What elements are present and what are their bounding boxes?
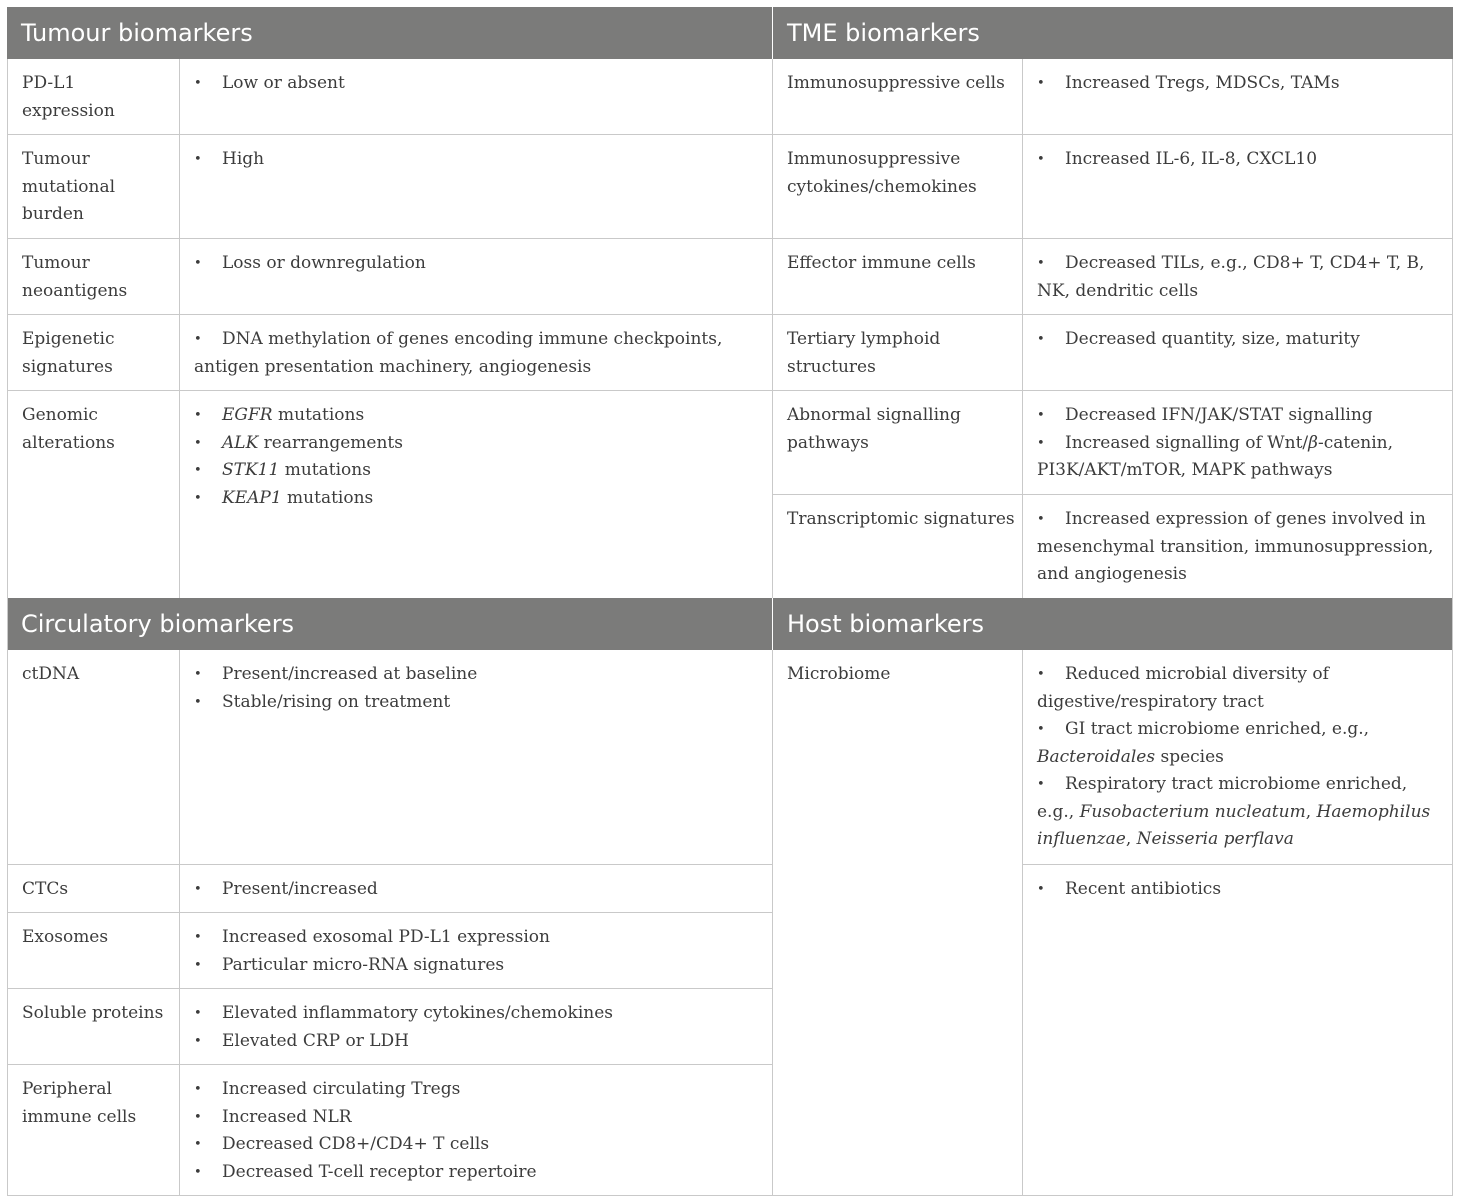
label-exosomes: Exosomes (22, 927, 109, 947)
label-pd-l1-expression: PD-L1 expression (22, 73, 115, 121)
bullet-item: • Stable/rising on treatment (194, 689, 762, 717)
bullet-item: • Recent antibiotics (1037, 876, 1442, 904)
bullet-item: • Elevated CRP or LDH (194, 1028, 762, 1056)
label-immunosuppressive-cells: Immunosuppressive cells (787, 73, 1005, 93)
border-right (1452, 59, 1453, 1196)
label-tertiary-lymphoid-structures: Tertiary lymphoid structures (787, 329, 941, 377)
bullets-tumour-mutational-burden (180, 146, 772, 174)
bullets-ctdna (180, 661, 772, 716)
bullet-item: • Increased circulating Tregs (194, 1076, 762, 1104)
row-divider (1022, 864, 1453, 865)
bullet-item: • Decreased CD8+/CD4+ T cells (194, 1131, 762, 1159)
bullet-item: • Low or absent (194, 70, 762, 98)
row-divider (773, 314, 1453, 315)
bullet-item: • KEAP1 mutations (194, 485, 762, 513)
label-ctcs: CTCs (22, 879, 69, 899)
bullets-genomic-alterations (180, 402, 772, 512)
section-header-tme: TME biomarkers (773, 7, 1453, 59)
section-header-host: Host biomarkers (773, 598, 1453, 650)
label-ctdna: ctDNA (22, 664, 80, 684)
bullet-item: • EGFR mutations (194, 402, 762, 430)
row-divider (773, 238, 1453, 239)
bullet-item: • Decreased T-cell receptor repertoire (194, 1159, 762, 1187)
bullets-epigenetic-signatures (180, 326, 772, 381)
biomarkers-table (7, 7, 1453, 1196)
bullet-item: • Reduced microbial diversity of digestive/respiratory tract (1037, 661, 1442, 716)
label-immunosuppressive-cytokines: Immunosuppressive cytokines/chemokines (787, 149, 977, 197)
bullets-exosomes (180, 924, 772, 979)
row-divider (7, 238, 773, 239)
row-divider (773, 390, 1453, 391)
label-transcriptomic-signatures: Transcriptomic signatures (787, 509, 1015, 529)
bullet-item: • Respiratory tract microbiome enriched, e.g., Fusobacterium nucleatum, Haemophilus influenzae, Neisseria perflava (1037, 771, 1442, 854)
bullet-item: • GI tract microbiome enriched, e.g., Bacteroidales species (1037, 716, 1442, 771)
bullets-pd-l1-expression (180, 70, 772, 98)
bullet-item: • STK11 mutations (194, 457, 762, 485)
label-effector-immune-cells: Effector immune cells (787, 253, 976, 273)
label-tumour-mutational-burden: Tumour mutational burden (22, 149, 116, 224)
bullet-item: • Increased exosomal PD-L1 expression (194, 924, 762, 952)
section-header-circulatory: Circulatory biomarkers (7, 598, 772, 650)
row-divider (7, 314, 773, 315)
bullet-item: • Increased NLR (194, 1104, 762, 1132)
bullets-ctcs (180, 876, 772, 904)
bullet-item: • DNA methylation of genes encoding immune checkpoints, antigen presentation machinery, angiogenesis (194, 326, 732, 381)
bullets-abnormal-signalling-pathways (1023, 402, 1452, 485)
label-peripheral-immune-cells: Peripheral immune cells (22, 1079, 137, 1127)
bullet-item: • ALK rearrangements (194, 430, 762, 458)
bullets-effector-immune-cells (1023, 250, 1452, 305)
bullets-tumour-neoantigens (180, 250, 772, 278)
label-abnormal-signalling-pathways: Abnormal signalling pathways (787, 405, 961, 453)
divider-middle-bottom (772, 650, 773, 1196)
bullet-item: • Decreased TILs, e.g., CD8+ T, CD4+ T, B, NK, dendritic cells (1037, 250, 1442, 305)
label-soluble-proteins: Soluble proteins (22, 1003, 164, 1023)
row-divider (7, 390, 773, 391)
bullet-item: • High (194, 146, 762, 174)
row-divider (7, 1064, 773, 1065)
label-genomic-alterations: Genomic alterations (22, 405, 115, 453)
row-divider (773, 134, 1453, 135)
bullet-item: • Loss or downregulation (194, 250, 762, 278)
bullets-antibiotics (1023, 876, 1452, 904)
bullet-item: • Present/increased at baseline (194, 661, 762, 689)
row-divider (7, 864, 773, 865)
bullets-transcriptomic-signatures (1023, 506, 1452, 589)
bullet-item: • Particular micro-RNA signatures (194, 952, 762, 980)
row-divider (7, 988, 773, 989)
bullet-item: • Increased IL-6, IL-8, CXCL10 (1037, 146, 1442, 174)
bullet-item: • Decreased quantity, size, maturity (1037, 326, 1442, 354)
label-microbiome: Microbiome (787, 664, 891, 684)
bullets-immunosuppressive-cells (1023, 70, 1452, 98)
bullet-item: • Decreased IFN/JAK/STAT signalling (1037, 402, 1442, 430)
section-header-tumour: Tumour biomarkers (7, 7, 772, 59)
label-epigenetic-signatures: Epigenetic signatures (22, 329, 115, 377)
bullet-item: • Present/increased (194, 876, 762, 904)
bullets-soluble-proteins (180, 1000, 772, 1055)
bullet-item: • Increased signalling of Wnt/β-catenin, PI3K/AKT/mTOR, MAPK pathways (1037, 430, 1442, 485)
row-divider (7, 134, 773, 135)
label-tumour-neoantigens: Tumour neoantigens (22, 253, 128, 301)
row-divider (773, 494, 1453, 495)
bullets-microbiome (1023, 661, 1452, 854)
border-bottom (7, 1195, 1453, 1196)
bullets-peripheral-immune-cells (180, 1076, 772, 1186)
bullets-immunosuppressive-cytokines (1023, 146, 1452, 174)
bullet-item: • Elevated inflammatory cytokines/chemokines (194, 1000, 762, 1028)
bullet-item: • Increased expression of genes involved in mesenchymal transition, immunosuppression, and angiogenesis (1037, 506, 1442, 589)
row-divider (7, 912, 773, 913)
bullet-item: • Increased Tregs, MDSCs, TAMs (1037, 70, 1442, 98)
bullets-tertiary-lymphoid-structures (1023, 326, 1452, 354)
